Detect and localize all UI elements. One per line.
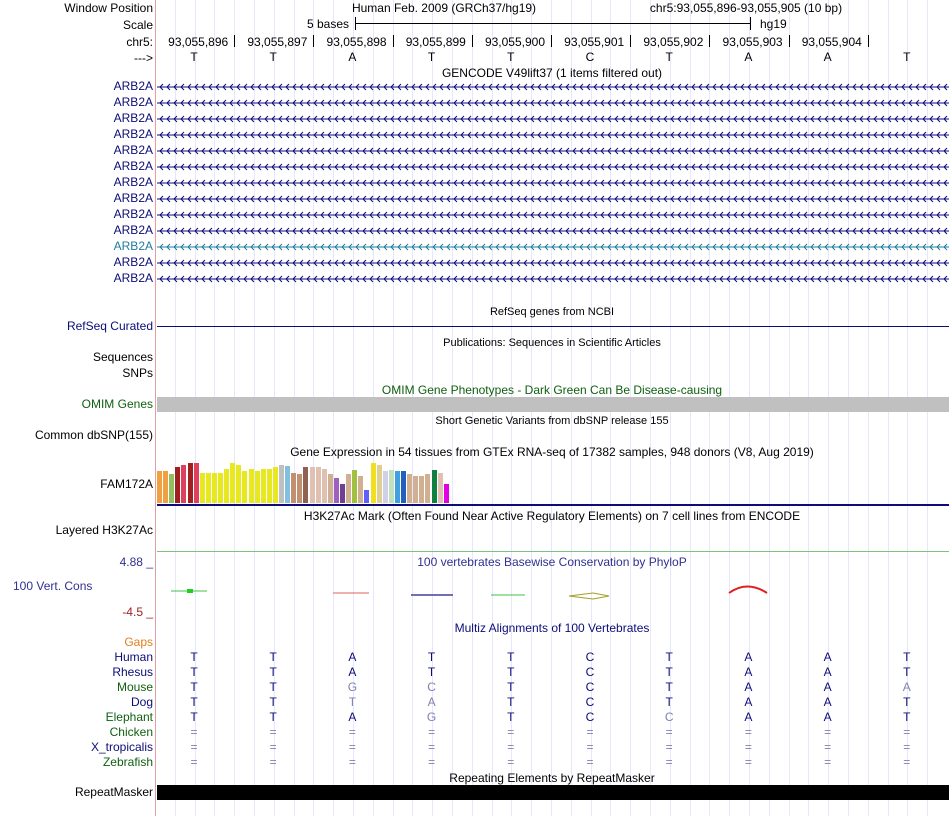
multiz-base: A	[348, 650, 357, 664]
phylop-mark-2	[187, 589, 193, 593]
gtex-bar[interactable]	[377, 465, 382, 503]
base-letter: T	[190, 50, 198, 64]
gencode-gene-feature[interactable]	[157, 207, 949, 223]
multiz-base: T	[190, 710, 198, 724]
multiz-base: A	[744, 650, 753, 664]
gtex-bar[interactable]	[364, 490, 369, 503]
publications-snps-label[interactable]: SNPs	[122, 366, 153, 380]
gtex-bar[interactable]	[255, 471, 260, 503]
gencode-gene-label[interactable]: ARB2A	[113, 111, 153, 125]
gtex-bar[interactable]	[303, 467, 308, 503]
multiz-base: =	[824, 725, 832, 739]
phylop-plot[interactable]	[157, 580, 949, 604]
ruler-coord: 93,055,898	[326, 35, 387, 49]
multiz-base: =	[507, 740, 515, 754]
gtex-bar[interactable]	[188, 463, 193, 503]
multiz-base: T	[427, 665, 436, 679]
gtex-bar[interactable]	[206, 473, 211, 503]
ruler-tick	[234, 35, 235, 47]
gencode-gene-label[interactable]: ARB2A	[113, 271, 153, 285]
multiz-base: =	[586, 755, 594, 769]
gtex-bar[interactable]	[432, 470, 437, 503]
gtex-bar[interactable]	[242, 471, 247, 503]
ruler-tick	[630, 35, 631, 47]
multiz-base: =	[744, 725, 752, 739]
ruler-tick	[472, 35, 473, 47]
multiz-base: T	[190, 680, 198, 694]
ruler-tick	[551, 35, 552, 47]
multiz-base: T	[269, 680, 277, 694]
repeatmasker-title: Repeating Elements by RepeatMasker	[449, 771, 655, 785]
multiz-base: =	[665, 740, 673, 754]
multiz-base: =	[190, 740, 198, 754]
assembly-text: Human Feb. 2009 (GRCh37/hg19)	[351, 1, 537, 15]
multiz-base: C	[664, 710, 674, 724]
multiz-base: T	[190, 650, 198, 664]
gtex-bar[interactable]	[352, 470, 357, 503]
multiz-species-label[interactable]: Zebrafish	[102, 755, 153, 769]
gtex-bar[interactable]	[371, 463, 376, 503]
gencode-gene-feature[interactable]	[157, 175, 949, 191]
multiz-base: T	[665, 680, 673, 694]
multiz-base: T	[665, 650, 673, 664]
gencode-gene-feature[interactable]	[157, 95, 949, 111]
ruler-tick	[313, 35, 314, 47]
omim-title: OMIM Gene Phenotypes - Dark Green Can Be Disease-causing	[381, 383, 723, 397]
phylop-max: 4.88 _	[119, 555, 153, 569]
ruler-coord: 93,055,904	[801, 35, 862, 49]
multiz-base: =	[586, 740, 594, 754]
phylop-mark-7	[729, 587, 767, 594]
multiz-base: T	[269, 695, 277, 709]
position-text: chr5:93,055,896-93,055,905 (10 bp)	[649, 1, 843, 15]
gtex-bar[interactable]	[279, 465, 284, 503]
multiz-base: A	[744, 710, 753, 724]
multiz-base: T	[507, 650, 515, 664]
repeatmasker-feature[interactable]	[157, 785, 949, 800]
gtex-bar[interactable]	[163, 471, 168, 503]
gencode-gene-label[interactable]: ARB2A	[113, 223, 153, 237]
multiz-base: G	[347, 680, 358, 694]
gtex-label[interactable]: FAM172A	[100, 477, 153, 491]
multiz-species-label[interactable]: Dog	[130, 695, 153, 709]
multiz-base: T	[507, 665, 515, 679]
phylop-title: 100 vertebrates Basewise Conservation by PhyloP	[417, 555, 687, 569]
repeatmasker-label[interactable]: RepeatMasker	[74, 785, 153, 799]
gencode-gene-label[interactable]: ARB2A	[113, 79, 153, 93]
base-letter: C	[585, 50, 595, 64]
gtex-bar[interactable]	[273, 467, 278, 503]
ruler-coord: 93,055,902	[643, 35, 704, 49]
multiz-base: T	[427, 650, 436, 664]
gtex-title: Gene Expression in 54 tissues from GTEx RNA-seq of 17382 samples, 948 donors (V8, Aug 2019)	[290, 445, 814, 459]
multiz-base: T	[269, 665, 277, 679]
multiz-base: A	[744, 680, 753, 694]
multiz-base: =	[824, 740, 832, 754]
multiz-base: T	[903, 665, 911, 679]
gtex-bar[interactable]	[425, 474, 430, 503]
multiz-base: =	[665, 725, 673, 739]
ruler-coord: 93,055,900	[484, 35, 545, 49]
multiz-base: A	[427, 695, 436, 709]
gencode-gene-feature[interactable]	[157, 79, 949, 95]
multiz-base: =	[269, 740, 277, 754]
gencode-gene-feature[interactable]	[157, 159, 949, 175]
ruler-coord: 93,055,901	[564, 35, 625, 49]
h3k27ac-title: H3K27Ac Mark (Often Found Near Active Regulatory Elements) on 7 cell lines from ENCODE	[303, 509, 801, 523]
gtex-bar[interactable]	[438, 473, 443, 503]
gtex-bar[interactable]	[297, 474, 302, 503]
gtex-bar[interactable]	[407, 474, 412, 503]
multiz-base: A	[744, 665, 753, 679]
publications-sequences-label[interactable]: Sequences	[92, 350, 153, 364]
gencode-gene-feature[interactable]	[157, 143, 949, 159]
multiz-species-label[interactable]: Elephant	[105, 710, 153, 724]
multiz-base: A	[823, 710, 832, 724]
gtex-bar[interactable]	[181, 465, 186, 503]
gencode-gene-feature[interactable]	[157, 127, 949, 143]
multiz-base: T	[269, 650, 277, 664]
chrom-label: chr5:	[126, 35, 153, 49]
gencode-gene-label[interactable]: ARB2A	[113, 159, 153, 173]
base-letter: A	[823, 50, 832, 64]
gtex-bar[interactable]	[358, 476, 363, 503]
scale-db: hg19	[760, 17, 787, 31]
gtex-bar[interactable]	[340, 484, 345, 503]
multiz-base: =	[348, 725, 356, 739]
multiz-base: =	[428, 755, 436, 769]
gtex-bar[interactable]	[401, 471, 406, 503]
gtex-bar[interactable]	[322, 469, 327, 503]
multiz-base: C	[585, 665, 595, 679]
scale-bar	[355, 23, 751, 24]
gaps-label[interactable]: Gaps	[124, 635, 153, 649]
scale-bar-left-tick	[355, 17, 356, 30]
omim-label[interactable]: OMIM Genes	[81, 397, 153, 411]
multiz-base: =	[348, 755, 356, 769]
multiz-base: T	[903, 650, 911, 664]
multiz-base: =	[903, 725, 911, 739]
gtex-bar[interactable]	[267, 469, 272, 503]
multiz-base: T	[507, 710, 515, 724]
refseq-title: RefSeq genes from NCBI	[489, 306, 615, 318]
multiz-base: =	[428, 740, 436, 754]
multiz-base: T	[348, 695, 357, 709]
gtex-gene-line	[157, 504, 949, 506]
multiz-base: C	[427, 680, 436, 694]
gtex-bar[interactable]	[334, 478, 339, 503]
gtex-bar[interactable]	[346, 474, 351, 503]
gtex-bar[interactable]	[194, 463, 199, 503]
gtex-bar[interactable]	[169, 474, 174, 503]
ruler-tick	[393, 35, 394, 47]
multiz-base: =	[269, 725, 277, 739]
phylop-label[interactable]: 100 Vert. Cons	[13, 579, 93, 593]
multiz-base: =	[428, 725, 436, 739]
gencode-gene-label[interactable]: ARB2A	[113, 143, 153, 157]
gtex-bar[interactable]	[413, 476, 418, 503]
base-letter: T	[427, 50, 436, 64]
gencode-gene-label[interactable]: ARB2A	[113, 239, 153, 253]
multiz-base: =	[665, 755, 673, 769]
publications-title: Publications: Sequences in Scientific Articles	[443, 337, 661, 349]
gtex-bar[interactable]	[224, 469, 229, 503]
gtex-bar[interactable]	[236, 465, 241, 503]
multiz-base: T	[269, 710, 277, 724]
h3k27ac-label[interactable]: Layered H3K27Ac	[55, 523, 153, 537]
dbsnp-title: Short Genetic Variants from dbSNP release 155	[435, 415, 669, 427]
gtex-bar[interactable]	[249, 469, 254, 503]
multiz-base: =	[903, 740, 911, 754]
dbsnp-label[interactable]: Common dbSNP(155)	[34, 428, 153, 442]
gencode-gene-feature[interactable]	[157, 223, 949, 239]
multiz-base: A	[823, 695, 832, 709]
gtex-bar[interactable]	[285, 466, 290, 503]
multiz-base: A	[348, 710, 357, 724]
multiz-base: =	[190, 755, 198, 769]
multiz-base: C	[585, 710, 595, 724]
gencode-gene-label[interactable]: ARB2A	[113, 127, 153, 141]
multiz-base: T	[507, 680, 515, 694]
multiz-species-label[interactable]: Rhesus	[112, 665, 153, 679]
gtex-bar[interactable]	[310, 467, 315, 503]
ruler-tick	[868, 35, 869, 47]
multiz-base: T	[190, 695, 198, 709]
multiz-base: T	[903, 710, 911, 724]
gencode-gene-feature[interactable]	[157, 239, 949, 255]
multiz-base: A	[823, 650, 832, 664]
gencode-gene-label[interactable]: ARB2A	[113, 191, 153, 205]
multiz-base: =	[507, 725, 515, 739]
gtex-bar[interactable]	[291, 473, 296, 503]
gtex-bar[interactable]	[316, 467, 321, 503]
ruler-coord: 93,055,897	[247, 35, 308, 49]
gencode-gene-label[interactable]: ARB2A	[113, 255, 153, 269]
multiz-base: A	[902, 680, 911, 694]
ruler-coord: 93,055,903	[722, 35, 783, 49]
gencode-gene-label[interactable]: ARB2A	[113, 95, 153, 109]
scale-bar-right-tick	[750, 17, 751, 30]
gtex-bar[interactable]	[261, 469, 266, 503]
gencode-gene-feature[interactable]	[157, 255, 949, 271]
scale-label: Scale	[122, 18, 153, 32]
base-letter: T	[507, 50, 515, 64]
gencode-title: GENCODE V49lift37 (1 items filtered out)	[441, 66, 663, 80]
base-letter: A	[348, 50, 357, 64]
multiz-base: =	[507, 755, 515, 769]
gtex-bar[interactable]	[218, 473, 223, 503]
base-letter: T	[903, 50, 911, 64]
scale-text: 5 bases	[306, 17, 350, 31]
multiz-species-label[interactable]: X_tropicalis	[90, 740, 153, 754]
multiz-species-label[interactable]: Human	[114, 650, 153, 664]
gtex-bar[interactable]	[328, 474, 333, 503]
base-letter: T	[269, 50, 277, 64]
multiz-species-label[interactable]: Mouse	[116, 680, 153, 694]
refseq-label[interactable]: RefSeq Curated	[66, 319, 153, 333]
label-separator	[155, 0, 156, 816]
gtex-bar[interactable]	[175, 467, 180, 503]
gtex-bar[interactable]	[200, 473, 205, 503]
ruler-tick	[789, 35, 790, 47]
multiz-title: Multiz Alignments of 100 Vertebrates	[454, 621, 650, 635]
multiz-base: A	[823, 680, 832, 694]
multiz-base: =	[744, 740, 752, 754]
window-position-label: Window Position	[64, 1, 153, 15]
base-letter: A	[744, 50, 753, 64]
gtex-bar[interactable]	[157, 471, 162, 503]
strand-label: --->	[134, 51, 153, 65]
multiz-base: C	[585, 650, 595, 664]
gencode-gene-feature[interactable]	[157, 111, 949, 127]
gtex-bar[interactable]	[230, 463, 235, 503]
multiz-base: A	[744, 695, 753, 709]
multiz-base: =	[348, 740, 356, 754]
ruler-coord: 93,055,896	[168, 35, 229, 49]
phylop-min: -4.5 _	[122, 605, 153, 619]
multiz-base: T	[665, 665, 673, 679]
multiz-species-label[interactable]: Chicken	[109, 725, 153, 739]
multiz-base: T	[665, 695, 673, 709]
multiz-base: =	[269, 755, 277, 769]
multiz-base: =	[586, 725, 594, 739]
gtex-bar[interactable]	[395, 471, 400, 503]
omim-feature-bar[interactable]	[157, 397, 949, 412]
multiz-base: T	[190, 665, 198, 679]
base-letter: T	[665, 50, 673, 64]
h3k27ac-baseline	[157, 551, 949, 552]
gencode-gene-feature[interactable]	[157, 191, 949, 207]
multiz-base: T	[507, 695, 515, 709]
multiz-base: =	[903, 755, 911, 769]
multiz-base: =	[824, 755, 832, 769]
multiz-base: C	[585, 680, 595, 694]
gencode-gene-feature[interactable]	[157, 271, 949, 287]
gtex-bar[interactable]	[212, 473, 217, 503]
multiz-base: =	[744, 755, 752, 769]
multiz-base: C	[585, 695, 595, 709]
phylop-mark-6	[569, 593, 609, 599]
multiz-base: =	[190, 725, 198, 739]
multiz-base: T	[903, 695, 911, 709]
multiz-base: A	[348, 665, 357, 679]
gtex-bar[interactable]	[419, 476, 424, 503]
multiz-base: G	[426, 710, 437, 724]
ruler-coord: 93,055,899	[405, 35, 466, 49]
gtex-bar[interactable]	[383, 471, 388, 503]
gencode-gene-label[interactable]: ARB2A	[113, 175, 153, 189]
gtex-bar[interactable]	[389, 470, 394, 503]
refseq-line[interactable]	[157, 326, 949, 327]
gencode-gene-label[interactable]: ARB2A	[113, 207, 153, 221]
ruler-tick	[709, 35, 710, 47]
gtex-bar[interactable]	[444, 484, 449, 503]
multiz-base: A	[823, 665, 832, 679]
